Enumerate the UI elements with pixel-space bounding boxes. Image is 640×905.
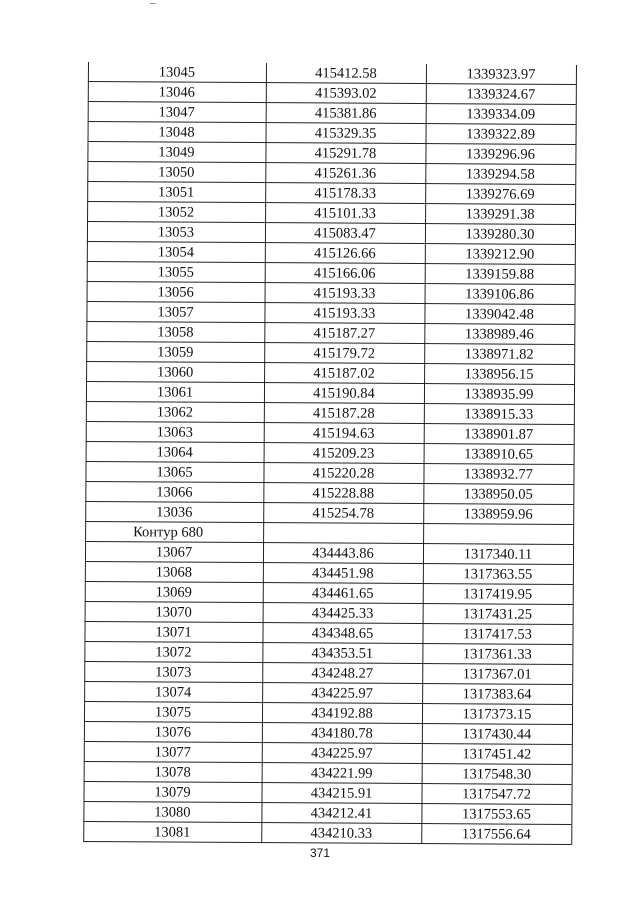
x-coordinate-cell: 434212.41	[310, 805, 373, 822]
y-coordinate-cell: 1338915.33	[464, 406, 534, 423]
y-coordinate-cell: 1317419.95	[463, 586, 533, 603]
point-id-cell: 13074	[154, 684, 192, 701]
x-coordinate-cell: 415187.02	[313, 365, 375, 382]
x-coordinate-cell: 415101.33	[314, 205, 376, 222]
point-id-cell: 13053	[157, 224, 195, 241]
y-coordinate-cell: 1317363.55	[463, 566, 533, 583]
point-id-cell: 13051	[158, 184, 195, 201]
x-coordinate-cell: 434443.86	[312, 545, 374, 562]
y-coordinate-cell: 1317367.01	[462, 666, 532, 683]
point-id-cell: 13077	[154, 744, 191, 761]
table-row	[83, 822, 571, 845]
y-coordinate-cell: 1317361.33	[462, 646, 532, 663]
y-coordinate-cell: 1338935.99	[464, 386, 534, 403]
x-coordinate-cell: 415187.28	[312, 405, 375, 422]
y-coordinate-cell: 1339042.48	[464, 306, 534, 323]
point-id-cell: 13079	[154, 784, 191, 801]
point-id-cell: 13068	[155, 564, 193, 581]
x-coordinate-cell: 415329.35	[314, 125, 377, 142]
x-coordinate-cell: 415254.78	[312, 505, 375, 522]
point-id-cell: 13050	[158, 164, 195, 181]
point-id-cell: 13056	[157, 284, 194, 301]
x-coordinate-cell: 434451.98	[312, 565, 374, 582]
x-coordinate-cell: 415187.27	[313, 325, 376, 342]
point-id-cell: 13067	[155, 544, 193, 561]
point-id-cell: 13058	[157, 324, 194, 341]
y-coordinate-cell: 1338956.15	[464, 366, 534, 383]
point-id-cell: 13062	[156, 404, 194, 421]
point-id-cell: 13045	[158, 64, 196, 81]
y-coordinate-cell: 1317417.53	[463, 626, 532, 643]
y-coordinate-cell: 1339280.30	[465, 226, 535, 243]
point-id-cell: 13055	[157, 264, 194, 281]
y-coordinate-cell: 1317431.25	[463, 606, 533, 623]
y-coordinate-cell: 1339159.88	[465, 266, 535, 283]
x-coordinate-cell: 415412.58	[315, 65, 377, 82]
point-id-cell: 13078	[154, 764, 191, 781]
y-coordinate-cell: 1339322.89	[466, 126, 536, 143]
point-id-cell: 13080	[154, 804, 191, 821]
x-coordinate-cell: 434248.27	[311, 665, 374, 682]
x-coordinate-cell: 434221.99	[310, 765, 373, 782]
y-coordinate-cell: 1338932.77	[464, 466, 533, 483]
y-coordinate-cell: 1317553.65	[461, 806, 531, 823]
point-id-cell: 13075	[154, 704, 192, 721]
x-coordinate-cell: 415393.02	[314, 85, 377, 102]
y-coordinate-cell: 1339106.86	[465, 286, 535, 303]
scan-artifact-mark	[150, 3, 156, 4]
x-coordinate-cell: 415166.06	[313, 265, 376, 282]
x-coordinate-cell: 434225.97	[310, 745, 373, 762]
x-coordinate-cell: 434192.88	[311, 705, 373, 722]
coordinates-table	[83, 62, 576, 845]
point-id-cell: 13057	[157, 304, 194, 321]
x-coordinate-cell: 434215.91	[310, 785, 373, 802]
point-id-cell: 13065	[156, 464, 193, 481]
y-coordinate-cell: 1317547.72	[462, 786, 532, 803]
point-id-cell: 13059	[157, 344, 194, 361]
point-id-cell: 13036	[156, 504, 193, 521]
y-coordinate-cell: 1339294.58	[465, 166, 535, 183]
x-coordinate-cell: 415194.63	[312, 425, 375, 442]
point-id-cell: 13047	[158, 104, 195, 121]
y-coordinate-cell: 1339334.09	[466, 106, 536, 123]
section-label: Контур 680	[133, 524, 204, 541]
point-id-cell: 13081	[154, 824, 191, 841]
point-id-cell: 13076	[154, 724, 192, 741]
y-coordinate-cell: 1317451.42	[462, 746, 532, 763]
x-coordinate-cell: 434210.33	[310, 825, 373, 842]
point-id-cell: 13048	[158, 124, 195, 141]
point-id-cell: 13066	[156, 484, 193, 501]
point-id-cell: 13070	[155, 604, 192, 621]
y-coordinate-cell: 1338950.05	[463, 486, 533, 503]
x-coordinate-cell: 415190.84	[313, 385, 375, 402]
x-coordinate-cell: 434461.65	[311, 585, 374, 602]
point-id-cell: 13046	[158, 84, 195, 101]
x-coordinate-cell: 415193.33	[313, 285, 376, 302]
x-coordinate-cell: 434180.78	[311, 725, 373, 742]
x-coordinate-cell: 415179.72	[313, 345, 376, 362]
x-coordinate-cell: 415178.33	[314, 185, 377, 202]
point-id-cell: 13052	[157, 204, 195, 221]
point-id-cell: 13049	[158, 144, 195, 161]
y-coordinate-cell: 1339324.67	[466, 86, 536, 103]
x-coordinate-cell: 415193.33	[313, 305, 376, 322]
y-coordinate-cell: 1317373.15	[462, 706, 532, 723]
x-coordinate-cell: 415261.36	[314, 165, 377, 182]
x-coordinate-cell: 434225.97	[311, 685, 374, 702]
y-coordinate-cell: 1338989.46	[464, 326, 534, 343]
y-coordinate-cell: 1317556.64	[461, 826, 531, 843]
x-coordinate-cell: 415228.88	[312, 485, 375, 502]
y-coordinate-cell: 1339296.96	[465, 146, 535, 163]
y-coordinate-cell: 1338971.82	[464, 346, 534, 363]
y-coordinate-cell: 1339276.69	[465, 186, 535, 203]
x-coordinate-cell: 415220.28	[312, 465, 375, 482]
y-coordinate-cell: 1338901.87	[464, 426, 534, 443]
y-coordinate-cell: 1339323.97	[466, 66, 536, 83]
x-coordinate-cell: 434353.51	[311, 645, 374, 662]
page-number: 371	[309, 846, 331, 860]
x-coordinate-cell: 415083.47	[314, 225, 376, 242]
point-id-cell: 13069	[155, 584, 192, 601]
point-id-cell: 13061	[156, 384, 194, 401]
y-coordinate-cell: 1339291.38	[465, 206, 535, 223]
x-coordinate-cell: 415381.86	[314, 105, 377, 122]
x-coordinate-cell: 434425.33	[311, 605, 374, 622]
point-id-cell: 13063	[156, 424, 193, 441]
x-coordinate-cell: 415291.78	[314, 145, 377, 162]
point-id-cell: 13054	[157, 244, 195, 261]
x-coordinate-cell: 434348.65	[311, 625, 374, 642]
y-coordinate-cell: 1317548.30	[462, 766, 532, 783]
y-coordinate-cell: 1338910.65	[464, 446, 534, 463]
point-id-cell: 13060	[156, 364, 194, 381]
point-id-cell: 13064	[156, 444, 193, 461]
y-coordinate-cell: 1317430.44	[462, 726, 532, 743]
point-id-cell: 13071	[155, 624, 192, 641]
y-coordinate-cell: 1339212.90	[465, 246, 535, 263]
point-id-cell: 13072	[155, 644, 192, 661]
point-id-cell: 13073	[155, 664, 192, 681]
x-coordinate-cell: 415209.23	[312, 445, 375, 462]
y-coordinate-cell: 1338959.96	[463, 506, 533, 523]
x-coordinate-cell: 415126.66	[313, 245, 376, 262]
y-coordinate-cell: 1317383.64	[462, 686, 532, 703]
y-coordinate-cell: 1317340.11	[463, 546, 533, 563]
